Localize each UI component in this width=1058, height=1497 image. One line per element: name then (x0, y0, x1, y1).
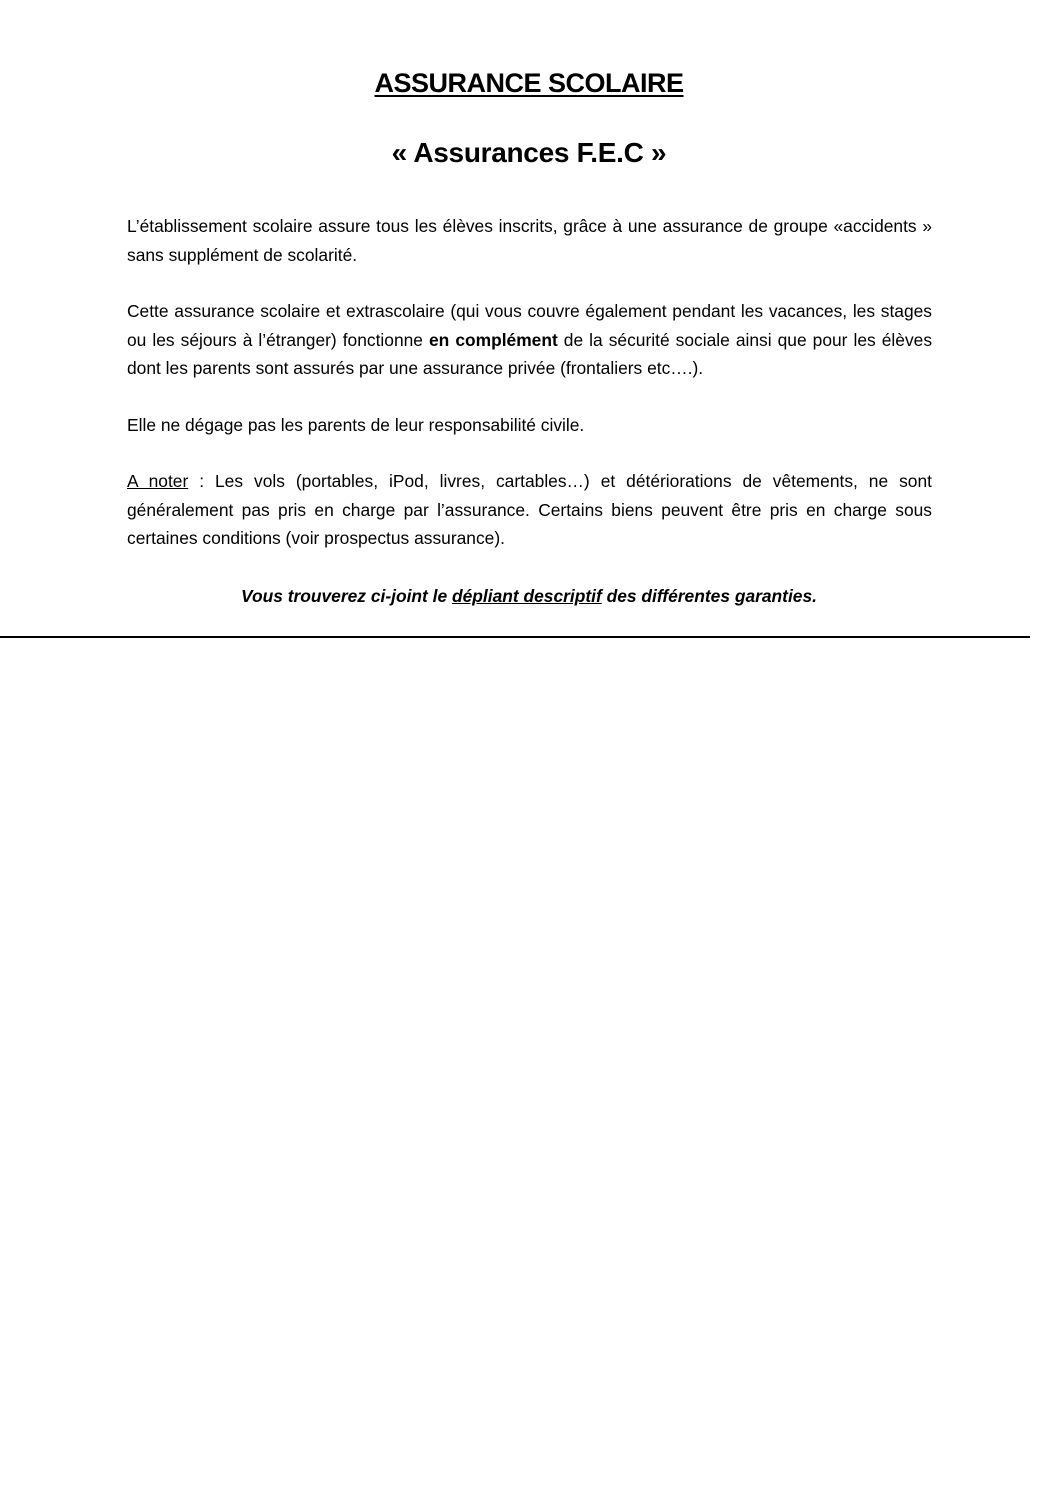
closing-text-2: des différentes garanties. (601, 586, 817, 606)
document-subtitle: « Assurances F.E.C » (391, 137, 667, 168)
paragraph-coverage-emphasis: en complément (429, 329, 558, 350)
paragraph-coverage-text-1: Cette assurance scolaire et extrascolaire (qui vous couvre également pendant les vacances, les stages ou les séjours à l’étranger) fonctionne (127, 301, 932, 350)
closing-text-1: Vous trouverez ci-joint le (241, 586, 452, 606)
paragraph-note (127, 467, 932, 553)
note-label: A noter (127, 471, 189, 491)
closing-line (0, 582, 1058, 611)
paragraph-coverage-text-2: de la sécurité sociale ainsi que pour les élèves dont les parents sont assurés par une assurance privée (frontaliers etc….). (127, 329, 933, 378)
brochure-reference: dépliant descriptif (451, 586, 602, 606)
paragraph-liability: Elle ne dégage pas les parents de leur responsabilité civile. (127, 415, 585, 435)
note-text: : Les vols (portables, iPod, livres, cartables…) et détériorations de vêtements, ne sont généralement pas pris en charge par l’assurance. Certains biens peuvent être pris en charge sous certaines conditions (voir prospectus assurance). (127, 471, 932, 548)
paragraph-intro: L’établissement scolaire assure tous les élèves inscrits, grâce à une assurance de groupe «accidents » sans supplément de scolarité. (127, 216, 932, 265)
horizontal-divider (0, 636, 1030, 638)
document-title: ASSURANCE SCOLAIRE (374, 68, 684, 98)
paragraph-coverage (127, 297, 932, 383)
